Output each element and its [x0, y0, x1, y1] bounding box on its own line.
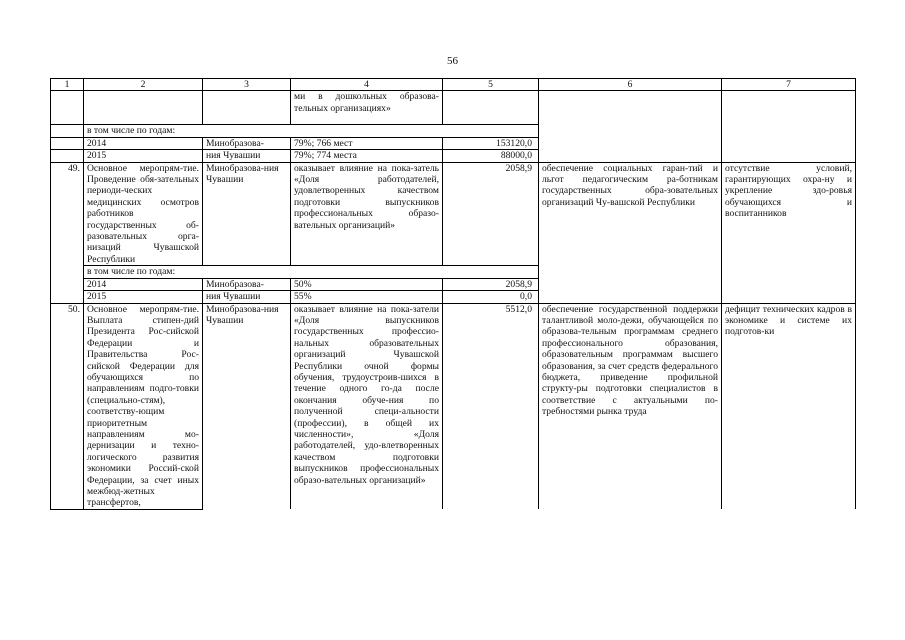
page-number: 56 — [447, 55, 458, 67]
col-header-5: 5 — [443, 79, 539, 91]
indicator-cell: 55% — [291, 291, 443, 303]
cell — [539, 91, 722, 162]
activities-table — [50, 78, 856, 510]
col-header-7: 7 — [722, 79, 856, 91]
cell — [84, 91, 203, 125]
col-header-4: 4 — [291, 79, 443, 91]
year-cell: 2014 — [84, 137, 203, 149]
indicator-cell: 79%; 774 места — [291, 150, 443, 162]
amount-cell: 5512,0 — [443, 303, 539, 509]
years-label: в том числе по годам: — [84, 266, 539, 278]
activity-name: Основное меропрям-тие. Выплата стипен-дий Президента Рос-сийской Федерации и Правительства Рос-сийской Федерации для обучающихся по направлениям подго-товки (специально-стям), соответству-ющим приоритетным направлениям мо-дернизации и техно-логического развития экономики Россий-ской Федерации, за счет иных межбюд-жетных трансфертов, — [84, 303, 203, 509]
col-header-3: 3 — [203, 79, 291, 91]
activity-name: Основное меропрям-тие. Проведение обя-зательных периоди-ческих медицинских осмотров работников государственных об-разовательных орга-низаций Чувашской Республики — [84, 162, 203, 266]
table-row — [51, 91, 856, 125]
table-row — [51, 162, 856, 266]
cell — [51, 91, 84, 125]
amount-cell: 153120,0 — [443, 137, 539, 149]
cell-effect: оказывает влияние на пока-затель «Доля работодателей, удовлетворенных качеством подготовки выпускников профессиональных образо-вательных организаций» — [291, 162, 443, 266]
executor-cell: Минобразова-ния Чувашии — [203, 162, 291, 266]
executor-cell: ния Чувашии — [203, 150, 291, 162]
amount-cell: 2058,9 — [443, 162, 539, 266]
amount-cell: 2058,9 — [443, 278, 539, 290]
col-header-6: 6 — [539, 79, 722, 91]
item-number: 50. — [51, 303, 84, 509]
cell — [722, 91, 856, 162]
amount-cell: 88000,0 — [443, 150, 539, 162]
expected-result: обеспечение социальных гаран-тий и льгот педагогическим ра-ботникам государственных обра-зовательных организаций Чу-вашской Республики — [539, 162, 722, 303]
column-number-row — [51, 79, 856, 91]
table-row — [51, 303, 856, 509]
year-cell: 2015 — [84, 291, 203, 303]
consequence: отсутствие условий, гарантирующих охра-ну и укрепление здо-ровья обучающихся и воспитанников — [722, 162, 856, 303]
executor-cell: Минобразова- — [203, 278, 291, 290]
col-header-1: 1 — [51, 79, 84, 91]
cell — [51, 137, 84, 149]
cell-effect: ми в дошкольных образова-тельных организациях» — [291, 91, 443, 125]
amount-cell: 0,0 — [443, 291, 539, 303]
cell — [51, 125, 84, 137]
indicator-cell: 79%; 766 мест — [291, 137, 443, 149]
executor-cell: Минобразова-ния Чувашии — [203, 303, 291, 509]
cell — [443, 91, 539, 125]
expected-result: обеспечение государственной поддержки талантливой моло-дежи, обучающейся по образова-тельным программам среднего профессионального образования, образовательным программам высшего образования, за счет средств федерального бюджета, приведение профильной структу-ры подготовки специалистов в соответствие с актуальными по-требностями рынка труда — [539, 303, 722, 509]
year-cell: 2015 — [84, 150, 203, 162]
indicator-cell: 50% — [291, 278, 443, 290]
col-header-2: 2 — [84, 79, 203, 91]
cell — [203, 91, 291, 125]
cell — [51, 150, 84, 162]
year-cell: 2014 — [84, 278, 203, 290]
cell-effect: оказывает влияние на пока-затели «Доля выпускников государственных профессио-нальных образовательных организаций Чувашской Республики очной формы обучения, трудоустроив-шихся в течение одного го-да после окончания обуче-ния по полученной специ-альности (профессии), в общей их численности», «Доля работодателей, удо-влетворенных качеством подготовки выпускников профессиональных образо-вательных организаций» — [291, 303, 443, 509]
executor-cell: Минобразова- — [203, 137, 291, 149]
executor-cell: ния Чувашии — [203, 291, 291, 303]
years-label: в том числе по годам: — [84, 125, 539, 137]
consequence: дефицит технических кадров в экономике и системе их подготов-ки — [722, 303, 856, 509]
item-number: 49. — [51, 162, 84, 303]
